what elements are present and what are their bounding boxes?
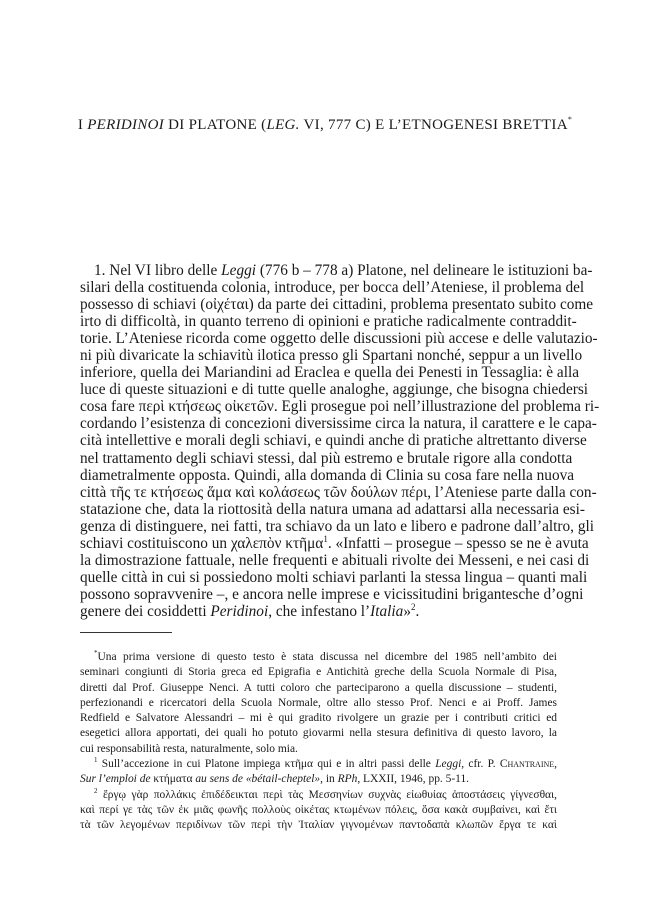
footnotes xyxy=(80,650,557,834)
body-line: inferiore, quella dei Mariandini ad Eraclea e quella dei Penesti in Tessaglia: è alla xyxy=(80,364,579,382)
footnote-line: Redfield e Salvatore Alessandri – mi è qui gradito rivolgere un grazie per i contributi critici ed xyxy=(80,712,557,725)
footnote-mark: * xyxy=(94,649,98,658)
footnote-line: καὶ περί γε τὰς τῶν ἐκ μιᾶς φωνῆς πολλοὺς οἰκέτας κτωμένων πόλεις, ὅσα κακὰ συμβαίνει, καὶ ἔτι xyxy=(80,803,557,816)
body-line: torie. L’Ateniese ricorda come oggetto delle discussioni più accese e delle valutazio- xyxy=(80,330,598,348)
footnote-ref-2: 2 xyxy=(410,601,416,612)
title-footnote-mark: * xyxy=(567,115,573,124)
footnote-line: esegetici allora apportati, dei quali ho potuto giovarmi nella stesura definitiva di questo lavoro, la xyxy=(80,727,557,740)
footnote-line: *Una prima versione di questo testo è stata discussa nel dicembre del 1985 nell’ambito dei xyxy=(94,649,557,663)
footnote-separator xyxy=(80,632,172,633)
body-line: genere dei cosiddetti Peridinoi, che infestano l’Italia»$^2$. xyxy=(80,601,420,620)
body-line: luce di queste situazioni e di tutte quelle analoghe, aggiunge, che bisogna chiedersi xyxy=(80,381,589,399)
body-line: possesso di schiavi (οἰχέται) da parte dei cittadini, problema presentato subito come xyxy=(80,296,594,314)
article-title: I PERIDINOI DI PLATONE (LEG. VI, 777 C) E L’ETNOGENESI BRETTIA* xyxy=(77,115,573,133)
body-line: irto di difficoltà, in quanto terreno di opinioni e pratiche radicalmente contraddit- xyxy=(80,313,577,331)
body-line: possono sopravvenire –, e ancora nelle imprese e vicissitudini brigantesche d’ogni xyxy=(80,585,584,603)
body-line: diametralmente opposta. Quindi, alla domanda di Clinia su cosa fare nella nuova xyxy=(80,466,575,484)
footnote-line: cui responsabilità resta, naturalmente, solo mia. xyxy=(80,742,298,755)
footnote-mark: 2 xyxy=(94,786,98,795)
body-line: statazione che, data la riottosità della natura umana ad adattarsi alla necessaria esi- xyxy=(80,500,585,518)
body-line: cordando l’esistenza di concezioni diversissime circa la natura, il carattere e le capa- xyxy=(80,415,597,433)
body-line: ni più divaricate la schiavitù ilotica presso gli Spartani nonché, seppur a un livello xyxy=(80,347,583,365)
body-line: quelle città in cui si possiedono molti schiavi parlanti la stessa lingua – quanti mali xyxy=(80,568,588,586)
body-line: cità intellettive e morali degli schiavi, e quindi anche di pratiche altrettanto diverse xyxy=(80,432,587,450)
footnote-line: τὰ τῶν λεγομένων περιδίνων τῶν περὶ τὴν Ἰταλίαν γιγνομένων παντοδαπὰ κλωπῶν ἔργα τε καὶ xyxy=(80,819,557,832)
body-line: silari della costituenda colonia, introduce, per bocca dell’Ateniese, il problema del xyxy=(80,279,585,297)
footnote-line: Sur l’emploi de κτήματα au sens de «bétail-cheptel», in RPh, LXXII, 1946, pp. 5-11. xyxy=(80,773,470,786)
footnote-mark: 1 xyxy=(94,756,98,765)
footnote-line: perfezionandi e ricercatori della Scuola Normale, oltre allo stesso Prof. Nenci e ai Proff. James xyxy=(80,696,557,709)
footnote-line: diretti dal Prof. Giuseppe Nenci. A tutti coloro che parteciparono a quella discussione – studenti, xyxy=(80,681,557,694)
body-text xyxy=(80,262,600,620)
footnote-line: $^2$ ἔργῳ γὰρ πολλάκις ἐπιδέδεικται περὶ τὰς Μεσσηνίων συχνὰς εἰωθυίας ἀποστάσεις γίγνεσθαι, xyxy=(94,786,557,801)
footnote-ref-1: 1 xyxy=(323,533,328,544)
footnote-line: seminari congiunti di Storia greca ed Epigrafia e Antichità greche della Scuola Normale di Pisa, xyxy=(80,666,557,679)
body-line: genza di distinguere, nei fatti, tra schiavo da un lato e libero e padrone dall’altro, gli xyxy=(80,517,594,535)
body-line: città τῆς τε κτήσεως ἅμα καὶ κολάσεως τῶν δούλων πέρι, l’Ateniese parte dalla con- xyxy=(80,483,597,501)
footnote-line: $^1$ Sull’accezione in cui Platone impiega κτῆμα qui e in altri passi delle Leggi, cfr. P. Chantraine, xyxy=(94,756,558,771)
body-line: schiavi costituiscono un χαλεπὸν κτῆμα$^1$. «Infatti – prosegue – spesso se ne è avuta xyxy=(80,533,589,552)
body-line: nel trattamento degli schiavi stessi, dal più estremo e brutale rigore alla condotta xyxy=(80,449,573,467)
body-line: cosa fare περὶ κτήσεως οἰκετῶν. Egli prosegue poi nell’illustrazione del problema ri- xyxy=(80,398,600,416)
body-line: la dimostrazione fattuale, nelle frequenti e abituali rivolte dei Messeni, e nei casi di xyxy=(80,551,590,569)
body-line: 1. Nel VI libro delle Leggi (776 b – 778 a) Platone, nel delineare le istituzioni ba- xyxy=(94,262,593,279)
